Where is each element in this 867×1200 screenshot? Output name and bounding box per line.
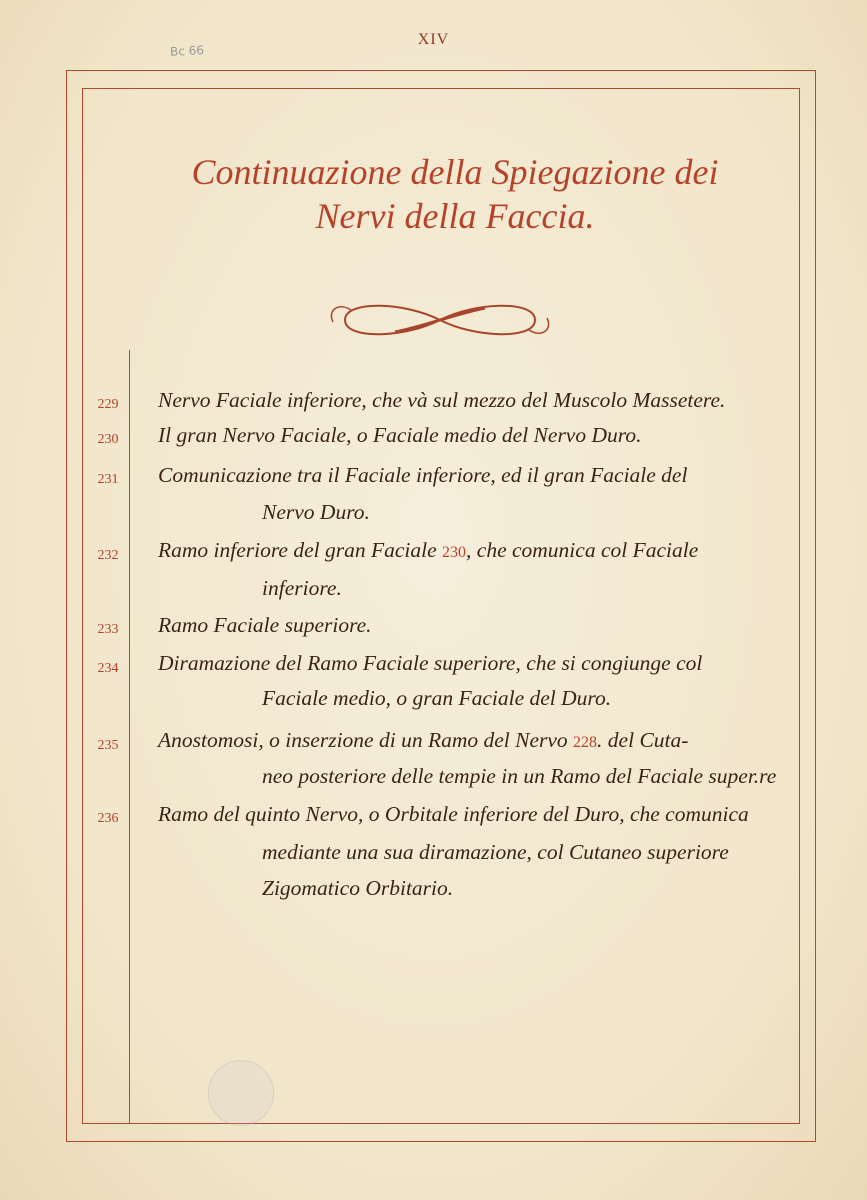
entry-235-line-2: neo posteriore delle tempie in un Ramo del Faciale super.re xyxy=(262,764,777,788)
faded-library-stamp xyxy=(208,1060,274,1126)
entry-number-235: 235 xyxy=(97,738,119,753)
entry-234-line-1: Diramazione del Ramo Faciale superiore, che si congiunge col xyxy=(158,651,703,675)
entry-235-cross-reference: 228 xyxy=(573,734,598,751)
entry-235-text-before: Anostomosi, o inserzione di un Ramo del Nervo xyxy=(158,728,568,752)
entry-235-line-1 xyxy=(158,728,688,753)
entry-number-230: 230 xyxy=(97,432,119,447)
entry-number-231: 231 xyxy=(97,472,119,487)
entry-236-line-3: Zigomatico Orbitario. xyxy=(262,876,454,900)
entry-231-line-1: Comunicazione tra il Faciale inferiore, ed il gran Faciale del xyxy=(158,463,688,487)
entry-232-text-after: , che comunica col Faciale xyxy=(466,538,699,562)
entry-number-229: 229 xyxy=(97,397,119,412)
entry-230-line-1: Il gran Nervo Faciale, o Faciale medio del Nervo Duro. xyxy=(158,423,642,447)
page-title-line-1: Continuazione della Spiegazione dei xyxy=(191,152,719,192)
entry-number-232: 232 xyxy=(97,548,119,563)
entry-236-line-2: mediante una sua diramazione, col Cutaneo superiore xyxy=(262,840,729,864)
inner-border xyxy=(82,88,800,1124)
entry-235-text-after: . del Cuta- xyxy=(597,728,689,752)
entry-number-236: 236 xyxy=(97,811,119,826)
entry-234-line-2: Faciale medio, o gran Faciale del Duro. xyxy=(262,686,612,710)
page-title-line-2: Nervi della Faccia. xyxy=(315,196,595,236)
entry-232-cross-reference: 230 xyxy=(442,544,467,561)
entry-229-line-1: Nervo Faciale inferiore, che và sul mezzo del Muscolo Massetere. xyxy=(158,388,726,412)
pencil-shelfmark: Bc 66 xyxy=(169,43,205,59)
entry-232-text-before: Ramo inferiore del gran Faciale xyxy=(158,538,437,562)
entry-236-line-1: Ramo del quinto Nervo, o Orbitale inferiore del Duro, che comunica xyxy=(158,802,749,826)
margin-rule xyxy=(129,350,130,1124)
entry-number-233: 233 xyxy=(97,622,119,637)
entry-232-line-2: inferiore. xyxy=(262,576,342,600)
entry-232-line-1 xyxy=(158,538,698,563)
entry-233-line-1: Ramo Faciale superiore. xyxy=(158,613,372,637)
entry-number-234: 234 xyxy=(97,661,119,676)
page-folio-number: XIV xyxy=(417,31,450,48)
calligraphic-flourish-ornament xyxy=(325,292,555,348)
entry-231-line-2: Nervo Duro. xyxy=(262,500,370,524)
